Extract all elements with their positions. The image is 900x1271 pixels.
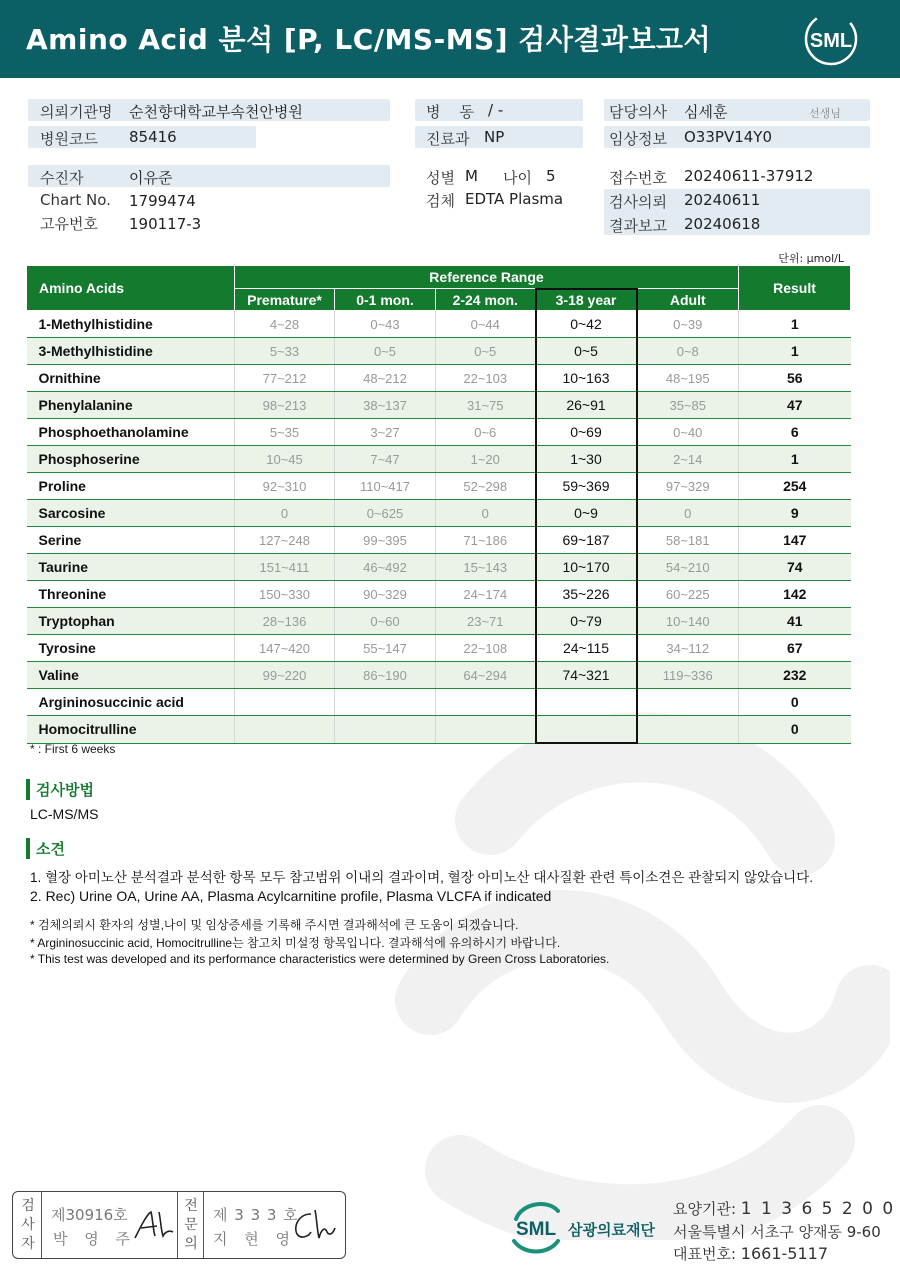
reference-range-cell: 77~212: [235, 365, 335, 392]
amino-acid-name: 1-Methylhistidine: [27, 311, 235, 338]
reference-range-cell: 0~5: [536, 338, 637, 365]
table-row: [27, 338, 851, 365]
table-row: [27, 581, 851, 608]
patient-value: 이유준: [129, 169, 173, 187]
result-cell: 1: [739, 446, 851, 473]
reference-range-cell: 23~71: [436, 608, 536, 635]
reference-range-cell: [235, 716, 335, 744]
result-cell: 47: [739, 392, 851, 419]
amino-acid-name: Phosphoethanolamine: [27, 419, 235, 446]
reference-range-cell: 10~45: [235, 446, 335, 473]
result-cell: 142: [739, 581, 851, 608]
result-cell: 74: [739, 554, 851, 581]
reference-range-cell: 58~181: [637, 527, 739, 554]
signer1-license: 제30916호: [51, 1206, 128, 1224]
reference-range-cell: 0~69: [536, 419, 637, 446]
reference-range-cell: 22~108: [436, 635, 536, 662]
result-cell: 56: [739, 365, 851, 392]
reference-range-cell: 99~395: [335, 527, 436, 554]
table-row: [27, 554, 851, 581]
institution-label: 의뢰기관명: [40, 103, 113, 121]
doctor-suffix: 선생님: [809, 107, 841, 120]
reference-range-cell: 0~6: [436, 419, 536, 446]
reference-range-cell: 151~411: [235, 554, 335, 581]
sex-value: M: [465, 167, 478, 185]
amino-acid-name: Phenylalanine: [27, 392, 235, 419]
reference-range-cell: 59~369: [536, 473, 637, 500]
reference-range-cell: 34~112: [637, 635, 739, 662]
reference-range-cell: 0~79: [536, 608, 637, 635]
result-cell: 254: [739, 473, 851, 500]
reference-range-cell: 69~187: [536, 527, 637, 554]
amino-acid-name: 3-Methylhistidine: [27, 338, 235, 365]
reference-range-cell: 0~9: [536, 500, 637, 527]
amino-acid-name: Serine: [27, 527, 235, 554]
chart-no-label: Chart No.: [40, 191, 111, 209]
request-value: 20240611: [684, 191, 761, 209]
table-row: [27, 689, 851, 716]
reference-range-cell: 10~163: [536, 365, 637, 392]
svg-text:SML: SML: [809, 30, 853, 52]
org-name: 삼광의료재단: [568, 1221, 655, 1239]
reference-range-cell: [637, 689, 739, 716]
header-result: Result: [739, 266, 851, 311]
reference-range-cell: 46~492: [335, 554, 436, 581]
request-label: 검사의뢰: [609, 193, 667, 211]
header-amino-acids: Amino Acids: [27, 266, 235, 311]
reference-range-cell: [536, 689, 637, 716]
reference-range-cell: 0~5: [335, 338, 436, 365]
method-text: LC-MS/MS: [30, 806, 99, 822]
reference-range-cell: 0: [637, 500, 739, 527]
specimen-label: 검체: [426, 192, 455, 210]
table-row: [27, 608, 851, 635]
phone-value: 1661-5117: [740, 1244, 829, 1263]
table-row: [27, 446, 851, 473]
reference-range-cell: 99~220: [235, 662, 335, 689]
sml-footer-logo-icon: [508, 1197, 564, 1257]
amino-acid-name: Valine: [27, 662, 235, 689]
report-date-value: 20240618: [684, 215, 761, 233]
signer2-name: 지 현 영: [213, 1230, 297, 1248]
reference-range-cell: 48~212: [335, 365, 436, 392]
result-cell: 1: [739, 338, 851, 365]
department-label: 진료과: [426, 130, 470, 148]
signer2-role: 전 문 의: [184, 1198, 198, 1252]
reference-range-cell: 24~174: [436, 581, 536, 608]
result-cell: 67: [739, 635, 851, 662]
reference-range-cell: 127~248: [235, 527, 335, 554]
header-range-2: 2-24 mon.: [436, 289, 536, 311]
reference-range-cell: 60~225: [637, 581, 739, 608]
reference-range-cell: 15~143: [436, 554, 536, 581]
comment-line-2: 2. Rec) Urine OA, Urine AA, Plasma Acylcarnitine profile, Plasma VLCFA if indicated: [30, 888, 552, 904]
address: 서울특별시 서초구 양재동 9-60: [673, 1223, 881, 1241]
clinical-label: 임상정보: [609, 130, 667, 148]
reference-range-cell: [637, 716, 739, 744]
table-row: [27, 419, 851, 446]
reference-range-cell: 0~43: [335, 311, 436, 338]
reference-range-cell: 0~625: [335, 500, 436, 527]
reference-range-cell: 10~170: [536, 554, 637, 581]
unique-no-label: 고유번호: [40, 215, 98, 233]
reference-range-cell: 97~329: [637, 473, 739, 500]
result-cell: 6: [739, 419, 851, 446]
reference-range-cell: 35~85: [637, 392, 739, 419]
clinical-value: O33PV14Y0: [684, 128, 772, 146]
header-range-4: Adult: [637, 289, 739, 311]
amino-acid-name: Taurine: [27, 554, 235, 581]
reference-range-cell: 28~136: [235, 608, 335, 635]
signature-divider: [203, 1192, 204, 1258]
table-row: [27, 311, 851, 338]
note-2: * Argininosuccinic acid, Homocitrulline는 참고치 미설정 항목입니다. 결과해석에 유의하시기 바랍니다.: [30, 936, 561, 950]
signer1-role: 검 사 자: [21, 1198, 35, 1252]
department-value: NP: [484, 128, 505, 146]
report-header: [0, 0, 900, 78]
sml-logo-icon: [802, 10, 860, 68]
signature-box: [12, 1191, 346, 1259]
reference-range-cell: 0: [235, 500, 335, 527]
reference-range-cell: [436, 716, 536, 744]
reference-range-cell: 5~33: [235, 338, 335, 365]
amino-acid-name: Tryptophan: [27, 608, 235, 635]
reference-range-cell: 0~39: [637, 311, 739, 338]
reference-range-cell: 98~213: [235, 392, 335, 419]
hospital-code-label: 병원코드: [40, 130, 98, 148]
result-cell: 0: [739, 716, 851, 744]
table-row: [27, 500, 851, 527]
phone-label: 대표번호:: [673, 1245, 737, 1263]
reference-range-cell: 35~226: [536, 581, 637, 608]
reference-range-cell: 147~420: [235, 635, 335, 662]
result-cell: 0: [739, 689, 851, 716]
table-row: [27, 365, 851, 392]
ward-label: 병 동: [426, 103, 475, 121]
age-value: 5: [546, 167, 556, 185]
table-footnote: * : First 6 weeks: [30, 742, 116, 756]
hospital-code-value: 85416: [129, 128, 177, 146]
doctor-value: 심세훈: [684, 103, 728, 121]
reference-range-cell: 90~329: [335, 581, 436, 608]
signature-divider: [41, 1192, 42, 1258]
report-date-label: 결과보고: [609, 217, 667, 235]
comment-heading: 소견: [26, 838, 65, 859]
amino-acid-name: Phosphoserine: [27, 446, 235, 473]
reference-range-cell: 4~28: [235, 311, 335, 338]
header-range-1: 0-1 mon.: [335, 289, 436, 311]
reference-range-cell: [536, 716, 637, 744]
sml-watermark: [370, 700, 890, 1240]
reference-range-cell: 0~60: [335, 608, 436, 635]
amino-acid-name: Homocitrulline: [27, 716, 235, 744]
reference-range-cell: 24~115: [536, 635, 637, 662]
ward-value: / -: [488, 101, 504, 119]
header-range-3: 3-18 year: [536, 289, 637, 311]
table-row: [27, 635, 851, 662]
sex-label: 성별: [426, 169, 455, 187]
reference-range-cell: [436, 689, 536, 716]
institution-value: 순천향대학교부속천안병원: [129, 103, 303, 121]
reference-range-cell: 1~30: [536, 446, 637, 473]
amino-acid-name: Sarcosine: [27, 500, 235, 527]
table-row: [27, 527, 851, 554]
amino-acid-name: Argininosuccinic acid: [27, 689, 235, 716]
reference-range-cell: 48~195: [637, 365, 739, 392]
reference-range-cell: 0~44: [436, 311, 536, 338]
signer1-name: 박 영 주: [53, 1230, 137, 1248]
reference-range-cell: 0~42: [536, 311, 637, 338]
receipt-value: 20240611-37912: [684, 167, 814, 185]
table-row: [27, 392, 851, 419]
result-cell: 147: [739, 527, 851, 554]
amino-acid-name: Ornithine: [27, 365, 235, 392]
reference-range-cell: 110~417: [335, 473, 436, 500]
receipt-label: 접수번호: [609, 169, 667, 187]
amino-acid-table: [26, 265, 851, 744]
result-cell: 9: [739, 500, 851, 527]
phone-line: [673, 1243, 828, 1264]
unique-no-value: 190117-3: [129, 215, 202, 233]
reference-range-cell: [335, 716, 436, 744]
reference-range-cell: 71~186: [436, 527, 536, 554]
result-cell: 41: [739, 608, 851, 635]
reference-range-cell: 92~310: [235, 473, 335, 500]
report-title: Amino Acid 분석 [P, LC/MS-MS] 검사결과보고서: [26, 23, 712, 56]
reference-range-cell: 54~210: [637, 554, 739, 581]
reference-range-cell: 64~294: [436, 662, 536, 689]
reference-range-cell: 52~298: [436, 473, 536, 500]
specimen-value: EDTA Plasma: [465, 190, 564, 208]
reference-range-cell: [335, 689, 436, 716]
note-3: * This test was developed and its performance characteristics were determined by Green Cross Laboratories.: [30, 952, 610, 966]
amino-acid-name: Tyrosine: [27, 635, 235, 662]
signer2-license: 제 3 3 3 호: [213, 1206, 299, 1224]
reference-range-cell: 0: [436, 500, 536, 527]
note-1: * 검체의뢰시 환자의 성별,나이 및 임상증세를 기록해 주시면 결과해석에 큰 도움이 되겠습니다.: [30, 918, 519, 932]
amino-acid-name: Proline: [27, 473, 235, 500]
reference-range-cell: 7~47: [335, 446, 436, 473]
table-row: [27, 662, 851, 689]
table-row: [27, 716, 851, 744]
header-reference-range: Reference Range: [235, 266, 739, 289]
doctor-label: 담당의사: [609, 103, 667, 121]
method-heading: 검사방법: [26, 779, 94, 800]
reference-range-cell: 55~147: [335, 635, 436, 662]
header-range-0: Premature*: [235, 289, 335, 311]
institution-code-label: 요양기관:: [673, 1200, 737, 1218]
table-row: [27, 473, 851, 500]
reference-range-cell: 74~321: [536, 662, 637, 689]
unit-label: 단위: μmol/L: [778, 252, 844, 265]
reference-range-cell: 5~35: [235, 419, 335, 446]
result-cell: 1: [739, 311, 851, 338]
chart-no-value: 1799474: [129, 192, 196, 210]
reference-range-cell: 31~75: [436, 392, 536, 419]
amino-acid-name: Threonine: [27, 581, 235, 608]
comment-line-1: 1. 혈장 아미노산 분석결과 분석한 항목 모두 참고범위 이내의 결과이며, 혈장 아미노산 대사질환 관련 특이소견은 관찰되지 않았습니다.: [30, 870, 813, 885]
result-cell: 232: [739, 662, 851, 689]
reference-range-cell: 26~91: [536, 392, 637, 419]
reference-range-cell: 10~140: [637, 608, 739, 635]
signer2-signature-icon: [289, 1206, 339, 1246]
patient-label: 수진자: [40, 169, 84, 187]
reference-range-cell: 22~103: [436, 365, 536, 392]
institution-code-line: [673, 1198, 895, 1219]
reference-range-cell: 0~8: [637, 338, 739, 365]
reference-range-cell: 119~336: [637, 662, 739, 689]
signer1-signature-icon: [131, 1206, 175, 1246]
reference-range-cell: 2~14: [637, 446, 739, 473]
reference-range-cell: 0~5: [436, 338, 536, 365]
reference-range-cell: 1~20: [436, 446, 536, 473]
reference-range-cell: 38~137: [335, 392, 436, 419]
reference-range-cell: 3~27: [335, 419, 436, 446]
reference-range-cell: 0~40: [637, 419, 739, 446]
reference-range-cell: [235, 689, 335, 716]
age-label: 나이: [503, 169, 532, 187]
institution-code-value: 1 1 3 6 5 2 0 0: [740, 1199, 896, 1219]
signature-divider: [177, 1192, 178, 1258]
svg-text:SML: SML: [515, 1219, 557, 1240]
reference-range-cell: 86~190: [335, 662, 436, 689]
reference-range-cell: 150~330: [235, 581, 335, 608]
